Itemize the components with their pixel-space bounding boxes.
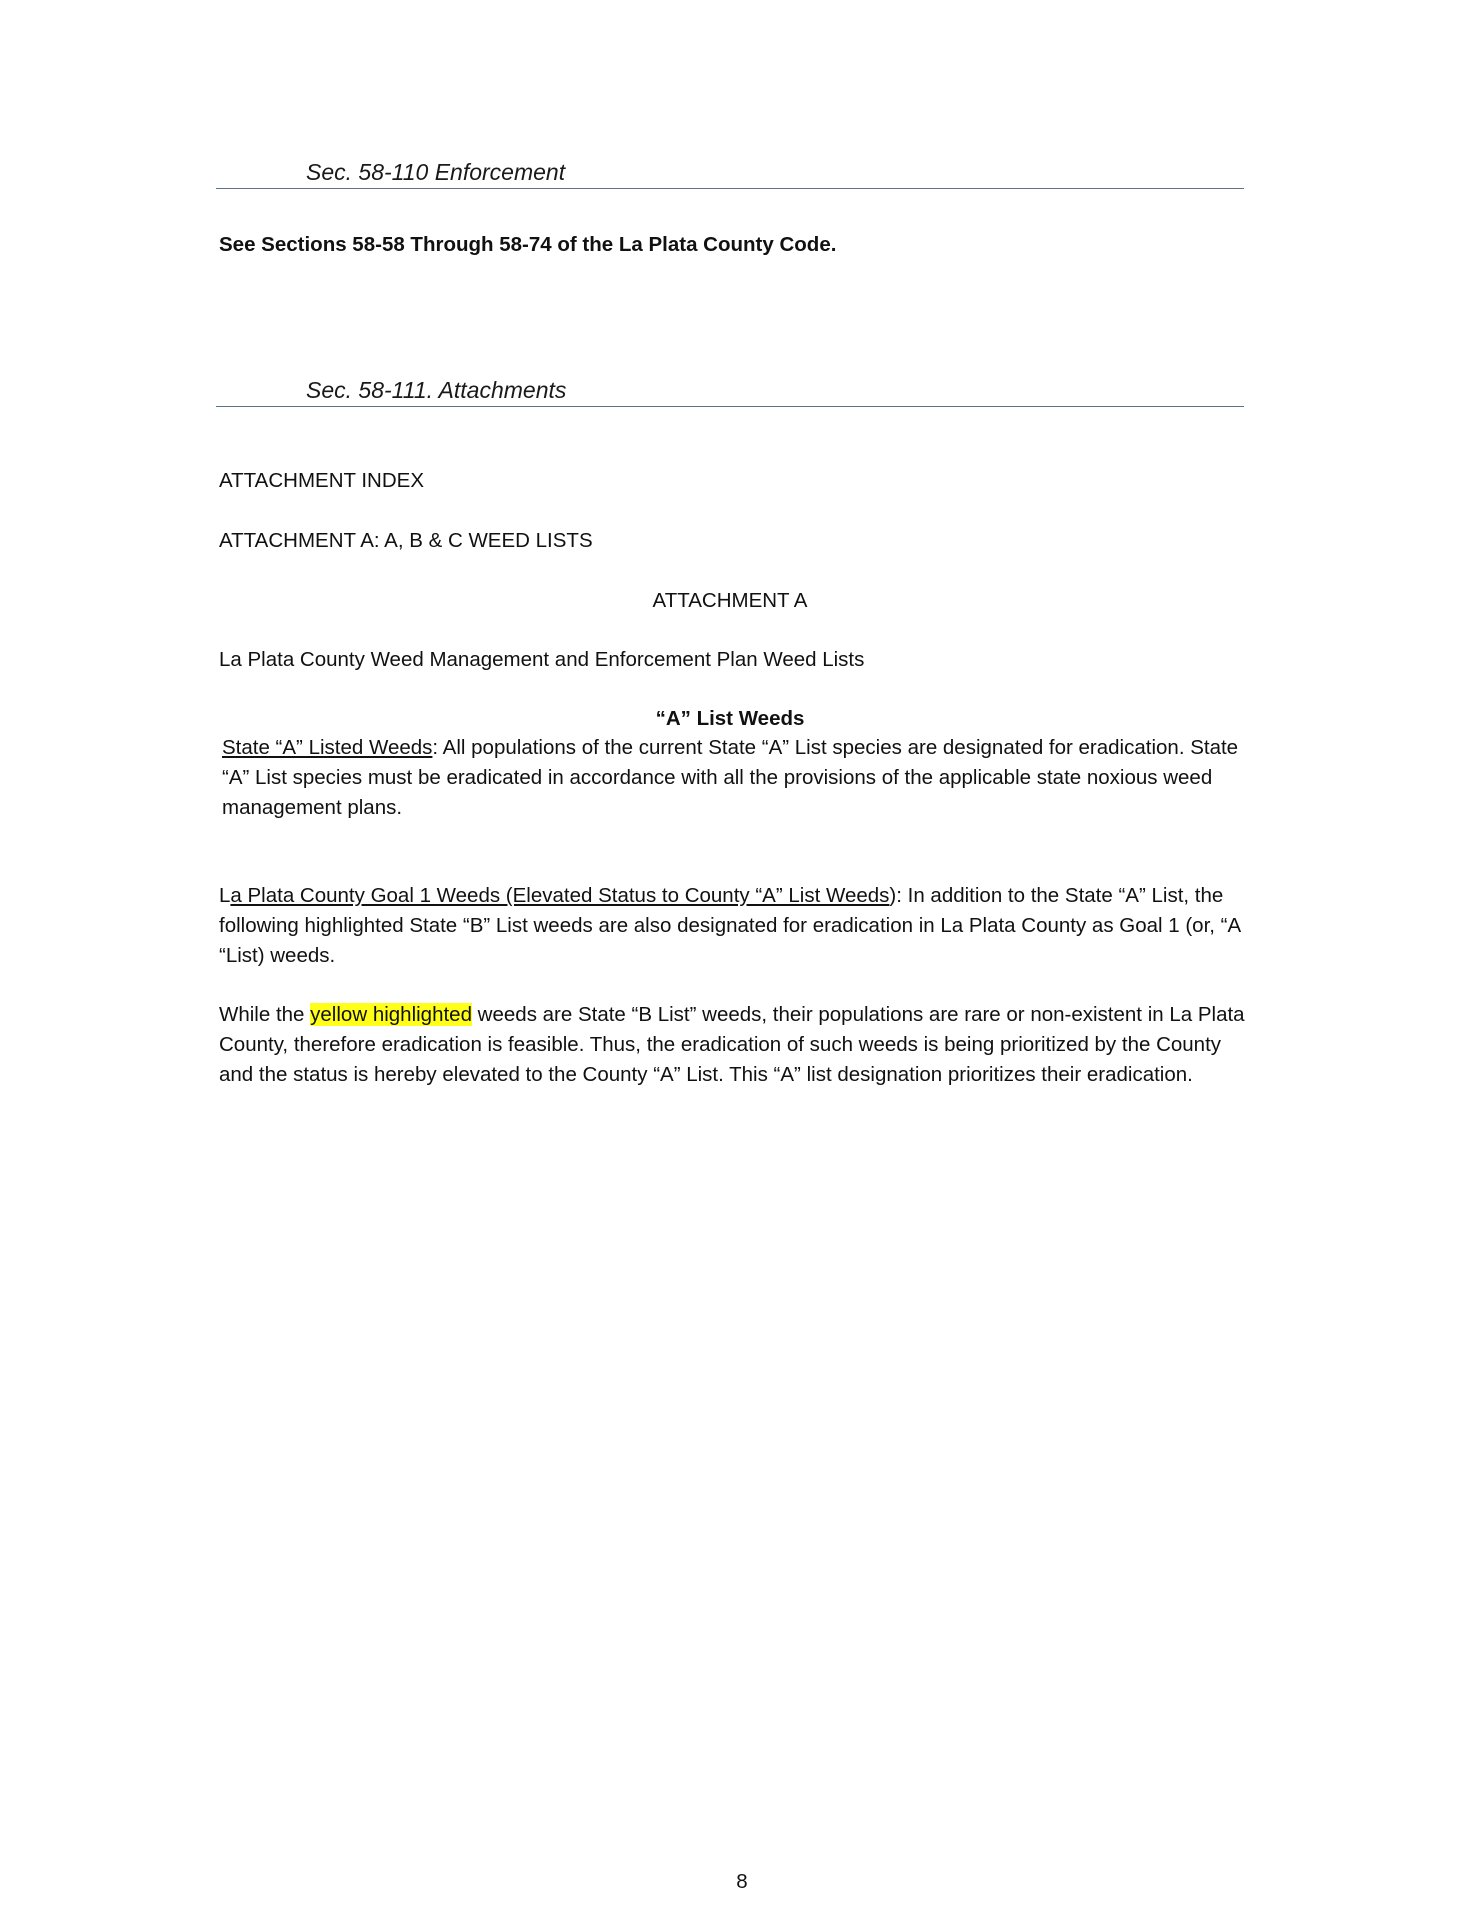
section-heading-attachments-text: Sec. 58-111. Attachments — [306, 377, 567, 403]
attachment-a-subtitle: La Plata County Weed Management and Enforcement Plan Weed Lists — [219, 648, 865, 671]
highlight-note-after: weeds are State “B List” weeds, their populations are rare or non-existent in La Plata County, therefore eradication is feasible. Thus, the eradication of such weeds is being prioritized by the County and the status is hereby elevated to the County “A” List. This “A” list designation prioritizes their eradication. — [219, 1003, 1245, 1086]
attachment-index-item-a: ATTACHMENT A: A, B & C WEED LISTS — [219, 529, 593, 552]
highlight-note-highlight: yellow highlighted — [310, 1003, 472, 1026]
section-heading-enforcement — [216, 150, 1244, 189]
state-a-label: State “A” Listed Weeds — [222, 736, 433, 759]
goal1-label: a Plata County Goal 1 Weeds (Elevated Status to County “A” List Weeds — [230, 884, 890, 907]
goal1-paragraph — [219, 881, 1249, 971]
section-heading-attachments — [216, 368, 1244, 407]
highlight-note-paragraph — [219, 1000, 1249, 1090]
goal1-lead: L — [219, 884, 231, 907]
attachment-index-title: ATTACHMENT INDEX — [219, 469, 425, 492]
highlight-note-before: While the — [219, 1003, 311, 1026]
a-list-heading: “A” List Weeds — [655, 707, 805, 730]
goal1-text: ): In addition to the State “A” List, the following highlighted State “B” List weeds are also designated for eradication in La Plata County as Goal 1 (or, “A “List) weeds. — [219, 884, 1241, 967]
attachment-a-title: ATTACHMENT A — [652, 589, 808, 612]
state-a-text: : All populations of the current State “A” List species are designated for eradication. State “A” List species must be eradicated in accordance with all the provisions of the applicable state noxious weed management plans. — [222, 736, 1239, 819]
enforcement-body: See Sections 58-58 Through 58-74 of the La Plata County Code. — [219, 233, 837, 256]
section-heading-enforcement-text: Sec. 58-110 Enforcement — [306, 159, 566, 185]
state-a-paragraph — [222, 733, 1242, 823]
page-number: 8 — [736, 1870, 748, 1893]
